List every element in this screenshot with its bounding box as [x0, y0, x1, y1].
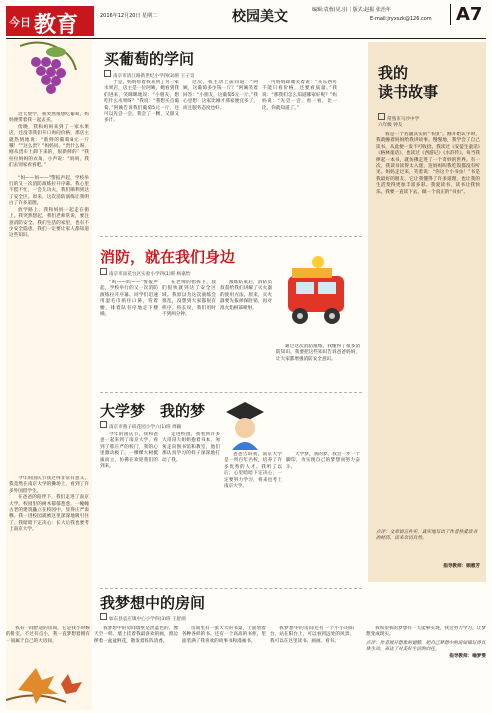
byline-text: 南京市燕子矶花园小学六(1)班 周颖: [109, 425, 182, 430]
sidebar-paragraph: 这天放学，我突然很想吃葡萄，妈妈便带着我一起去买。: [9, 112, 89, 124]
article-paragraph: 这次，我主动上前问道：“阿姨，这葡萄多少钱一斤？”阿姨笑着回答：“小朋友，这葡萄5元一斤。”我心里想：这家比刚才那家便宜多了，而且服务态度也好。: [183, 80, 258, 111]
fire-truck-illustration: [274, 250, 362, 342]
article-byline: [100, 421, 181, 430]
header-rule: [6, 38, 486, 39]
sidebar-text-top: [9, 112, 89, 472]
article-column: [220, 280, 272, 380]
article-paragraph: 我梦想中的房间墙壁是淡蓝色的，像天空一样。墙上挂着我最喜欢的画，窗边摆着一盆盆鲜花，散发着阵阵清香。: [94, 626, 178, 644]
teacher-credit: 指导教师：顾惠芳: [443, 564, 480, 569]
article-paragraph: 今年的国庆节，我和爸爸一起来到了南京大学，看到了那庄严的校门，我的心里激动极了。一棵棵大树挺拔而立，仿佛在欢迎我们的到来。: [100, 432, 158, 470]
article-byline: [100, 268, 190, 277]
sidebar-paragraph: 今年的国庆节我过得非常有意义，我竟然在南京大学的操场上，看到了许多外国留学生。: [9, 476, 89, 494]
byline-icon: [104, 70, 111, 77]
byline-icon: [378, 113, 385, 120]
article-title: 买葡萄的学问: [104, 50, 195, 68]
graduate-illustration: [222, 398, 268, 450]
article-title: 我梦想中的房间: [100, 594, 206, 612]
page-number: A7: [450, 4, 482, 25]
article-column: [183, 80, 258, 230]
section-divider: [100, 588, 362, 589]
article-column: [366, 626, 486, 710]
article-title: 消防，就在我们身边: [100, 248, 236, 266]
editor-credit: 编辑:袁蓉(见习)｜版式:赵振 张治年: [312, 7, 391, 13]
sidebar-panel: [6, 40, 92, 710]
byline-text: 南京市清江路新世纪小学四(3)班 王子昊: [113, 74, 195, 79]
issue-date: 2016年12月20日 星期二: [100, 13, 158, 19]
byline-text: 如东县袁庄镇中心小学四(3)班 王舒颜: [109, 617, 186, 622]
editor-name: 编辑:袁蓉(见习): [312, 7, 348, 13]
proofreader-name: 张治年: [375, 7, 391, 13]
designer-name: 版式:赵振: [352, 7, 375, 13]
article-paragraph: “呜——呜——”警报声起，学校举行的又一次消防演练拉开序幕。同学们迅速用湿毛巾捂住口鼻，弯着腰，排着队有序地走下楼梯。: [100, 280, 158, 318]
article-paragraph: 房间里有一张大大的书桌，上面放着各种各样的书。还有一个高高的书柜，里面装满了我喜欢的故事书和漫画书。: [182, 626, 266, 644]
logo-small: 今日: [9, 16, 31, 29]
article-column: [286, 452, 360, 562]
article-paragraph: 在老师的指挥下，我们很快就到达了安全区域。我原以为这次演练会很乱，没想到大家都很有秩序。校长说，我们用时不到两分钟。: [162, 280, 216, 318]
article-byline: [104, 70, 194, 79]
article-paragraph: 通过这次消防演练，我懂得了很多消防知识。我要把这些知识告诉爸爸妈妈，让大家都增强消防安全意识。: [276, 344, 360, 362]
article-column: [270, 626, 354, 710]
article-column: [262, 80, 337, 230]
article-column: [376, 132, 480, 522]
article-paragraph: 我是一个名副其实的“书虫”。刚开始认字时，我就缠着妈妈给我讲故事。慢慢地，我学会了自己读书，从此便一发不可收拾。我读过《安徒生童话》《格林童话》，也读过《西游记》《水浒传》。每当我捧起一本书，就仿佛走进了一个奇妙的世界。有一次，我读书读得太入迷，连妈妈叫我吃饭都没有听见。妈妈走过来，笑着说：“你这个小书虫！”书是我最好的朋友，它让我懂得了许多道理，也让我的生活变得更加丰富多彩。我爱读书，读书让我快乐。我要一直读下去，做一个真正的“书虫”。: [376, 132, 480, 195]
section-divider: [100, 392, 362, 393]
article-title: 我的 读书故事: [378, 64, 439, 101]
article-paragraph: 我希望我的梦想有一天能够实现，我会努力学习，让梦想变成现实。: [366, 626, 486, 638]
teacher-credit: 指导教师：喻梦雯: [449, 653, 486, 659]
article-paragraph: 于是，妈妈带着我来到了另一家水果店，店主是一位阿姨，她看到我们进来，笑眯眯地说：“小朋友，想吃什么水果呀？”我说：“我想买点葡萄。”阿姨告诉我们葡萄5元一斤，还可以先尝一尝。我尝了一颗，又甜又多汁。: [104, 80, 179, 124]
article-paragraph: 演练结束后，消防员叔叔给我们讲解了灭火器的使用方法。原来，灭火器要先拔掉保险销，再对准火焰根部喷射。: [220, 280, 272, 311]
article-paragraph: 我有一间舒适的房间，它是我小时候的卧室，不过有点小，我一直梦想着拥有一间属于自己的大房间。: [6, 626, 90, 644]
article-column: [100, 432, 158, 562]
byline-text: 常熟市马沙中学 六年级 钟友: [378, 117, 420, 128]
article-column: [94, 626, 178, 710]
contact-email: E-mail:jryxszk@126.com: [370, 16, 432, 22]
article-paragraph: 可妈妈却微笑着说：“买东西可不能只看价格，还要看质量。”我说：“那我们怎么知道哪家好呢？”妈妈说：“先尝一尝，看一看，比一比，你就知道了。”: [262, 80, 337, 111]
article-column: [162, 280, 216, 380]
article-column: [276, 344, 360, 384]
article-column: [100, 280, 158, 380]
article-column: [6, 626, 90, 710]
sidebar-paragraph: 放学路上，我和妈妈一起走在街上。我突然想起，我们老师常说，要注意消防安全。我们生活的家里，也有不少安全隐患，我们一定要让家人都知道这些知识。: [9, 207, 89, 239]
byline-icon: [100, 421, 107, 428]
byline-icon: [100, 268, 107, 275]
article-paragraph: 我梦想中的房间还有一个小小的阳台，站在阳台上，可以看到远处的风景，我可以在这里读书、画画、看书。: [270, 626, 354, 644]
sidebar-paragraph: “妈——妈——”警报声起，学校举行的又一次消防演练拉开序幕。我心里不慌不忙，一会儿功夫，我们顺利到达了安全区。原来，这次消防演练让我明白了许多道理。: [9, 175, 89, 207]
section-title: 校园美文: [232, 9, 288, 25]
byline-icon: [100, 613, 107, 620]
article-comment: 点评：作者展开想象的翅膀，把自己梦想中的房间描写得具体生动，表达了对美好生活的向往。: [366, 640, 486, 653]
sidebar-paragraph: 傍晚，我和妈妈来到了一家水果店，还没等我们开口询问价格，那店主就热情地说：“新鲜的葡萄8元一斤哦！”“这么贵？”妈妈问。“贵什么呀，刚从货车上卸下来的，很新鲜的！”我拉拉妈妈的衣角，小声说：“妈妈，我们去别家看看吧。”: [9, 124, 89, 169]
reading-story-panel: [368, 42, 486, 582]
byline-text: 南京市雨花台区实验小学四(1)班 杨嘉怡: [109, 272, 191, 277]
article-paragraph: 大学梦，我的梦。我会一步一个脚印，为实现自己的梦想而努力奋斗。: [286, 452, 360, 470]
article-byline: [100, 613, 186, 622]
article-byline: [378, 108, 419, 128]
logo-large: 教育: [34, 12, 79, 38]
sidebar-paragraph: 在爸爸的陪伴下，我们走进了南京大学。校园里的树木郁郁葱葱，一幢幢古老的建筑矗立在校园中，显得庄严肃穆。我一进校园就被这里深深地吸引住了，我暗暗下定决心：长大后我也要考上南京大学。: [9, 495, 89, 533]
article-comment: 点评：文章语言朴实，真实地写出了作者热爱读书的经历，读来亲切自然。: [376, 530, 478, 542]
article-column: [162, 432, 220, 562]
grape-illustration: [6, 40, 92, 110]
article-paragraph: 走进校园，我看到许多大哥哥大姐姐抱着书本，匆匆走向图书馆和教室，他们那认真学习的样子深深地打动了我。: [162, 432, 220, 463]
article-column: [224, 452, 282, 562]
masthead-logo: [6, 6, 94, 36]
article-column: [104, 80, 179, 230]
article-column: [341, 80, 359, 81]
article-paragraph: 爸爸告诉我，南京大学是一所百年名校，培养了许多优秀的人才。我听了以后，心里暗暗下定决心，一定要努力学习，将来也考上南京大学。: [224, 452, 282, 490]
article-title: 大学梦 我的梦: [100, 402, 206, 420]
section-divider: [100, 236, 362, 237]
article-column: [182, 626, 266, 710]
